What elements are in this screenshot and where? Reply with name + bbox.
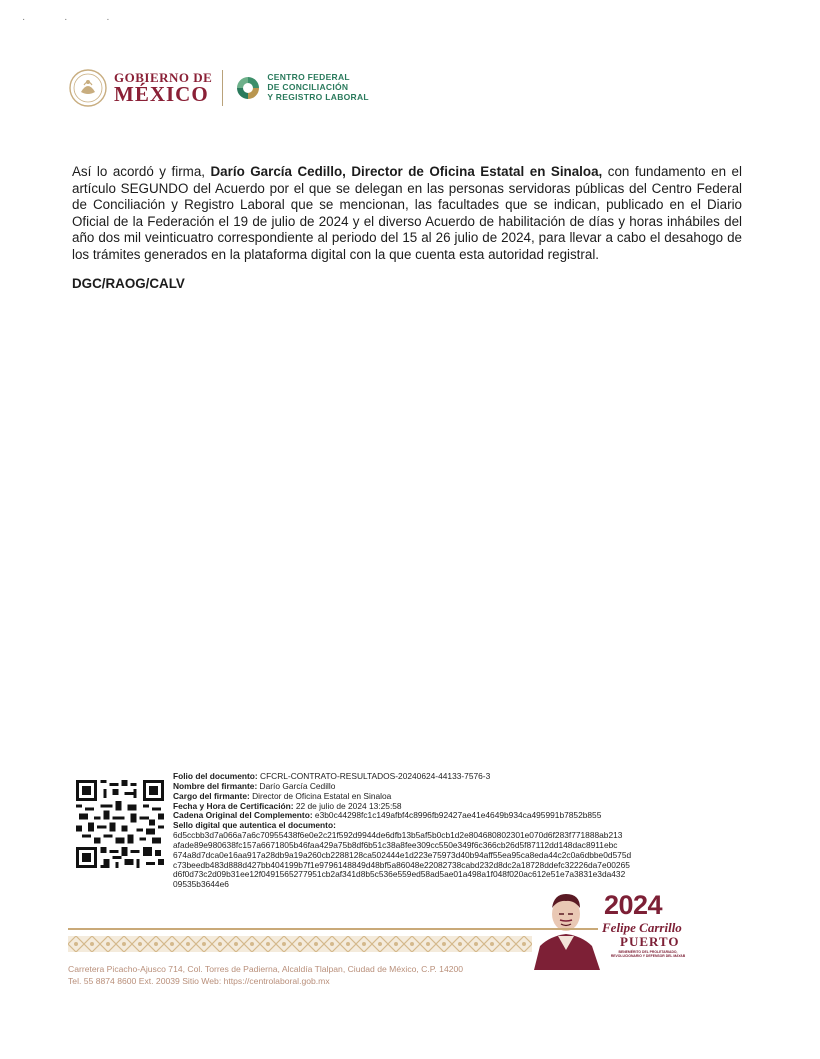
folio-value: CFCRL-CONTRATO-RESULTADOS-20240624-44133-7576-3 — [257, 771, 491, 781]
cfcrl-logo-icon — [235, 75, 261, 101]
folio-label: Folio del documento: — [173, 771, 258, 781]
electronic-signature-block — [173, 772, 663, 890]
gob-line2: MÉXICO — [114, 82, 209, 106]
signer-bold-text: Darío García Cedillo, Director de Oficina Estatal en Sinaloa, — [210, 164, 603, 179]
cfcrl-line1: CENTRO FEDERAL — [267, 72, 350, 83]
felipe-carrillo-puerto-portrait-icon — [530, 884, 602, 970]
certification-date-value: 22 de julio de 2024 13:25:58 — [293, 800, 402, 811]
digital-seal-line: afade89e980638fc157a6671805b46faa429a75b8df6b51c38a8fee309cc550e349f6c366cb26d5f87112dd148dac8911ebc — [173, 839, 618, 850]
signer-role-label: Cargo del firmante: — [173, 790, 250, 801]
digital-seal-line: 09535b3644e6 — [173, 879, 229, 890]
address-line: Carretera Picacho-Ajusco 714, Col. Torres de Padierna, Alcaldía Tlalpan, Ciudad de México, C.P. 14200 — [68, 964, 464, 974]
qr-code-icon — [76, 780, 164, 868]
digital-seal-line: d6f0d73c2d09b31ee12f0491565277951cb2af341d8b5c536e559ed58ad5ae01a498a1f048f020ac612e51e7a3831e3da432 — [173, 869, 626, 880]
scan-specks: · · · — [22, 14, 128, 25]
document-initials: DGC/RAOG/CALV — [72, 276, 185, 291]
certification-date-label: Fecha y Hora de Certificación: — [173, 800, 294, 811]
gob-line1: GOBIERNO DE — [114, 70, 213, 85]
gobierno-de-mexico-logo — [114, 71, 212, 105]
signer-name-label: Nombre del firmante: — [173, 780, 258, 791]
year-text: 2024 — [604, 890, 663, 920]
signer-name-value: Darío García Cedillo — [257, 780, 336, 791]
signer-role-value: Director de Oficina Estatal en Sinaloa — [249, 790, 392, 801]
cfcrl-line3: Y REGISTRO LABORAL — [267, 91, 369, 102]
paragraph-start: Así lo acordó y firma, — [72, 164, 211, 179]
footer-divider — [68, 928, 598, 930]
cfcrl-logo-text — [267, 73, 369, 102]
original-chain-label: Cadena Original del Complemento: — [173, 810, 313, 821]
digital-seal-line: c73beedb483d888d427bb404199b7f1e9796148849d48bf5a86048e22082738cabd232d8dc2a18728ddefc32226da7e00265 — [173, 859, 630, 870]
header-divider — [222, 70, 223, 106]
paragraph-rest: con fundamento en el artículo SEGUNDO del Acuerdo por el que se delegan en las personas servidoras públicas del Centro Federal de Conciliación y Registro Laboral que se mencionan, las facultades que se indican, publicado en el Diario Oficial de la Federación el 19 de julio de 2024 y el diverso Acuerdo de habilitación de días y horas inhábiles del año dos mil veinticuatro correspondiente al periodo del 15 al 26 julio de 2024, para llevar a cabo el desahogo de los trámites generados en la plataforma digital con la que cuenta esta autoridad registral. — [72, 164, 742, 262]
digital-seal-line: 674a8d7dca0e16aa917a28db9a19a260cb2288128ca502444e1d223e75973d40b94aff55ea95ca8eda44c2c0a6dbbe0d575d — [173, 849, 632, 860]
original-chain-value: e3b0c44298fc1c149afbf4c8996fb92427ae41e4649b934ca495991b7852b855 — [312, 810, 602, 821]
digital-seal-line: 6d5ccbb3d7a066a7a6c70955438f6e0e2c21f592d9944de6dfb13b5af5b0cb1d2e804680802301e070d6f283f771888ab213 — [173, 830, 623, 841]
decorative-pattern-band — [68, 936, 532, 952]
emblem-name-line1: Felipe Carrillo — [602, 920, 682, 935]
page-header — [68, 66, 369, 110]
footer-address — [68, 963, 463, 987]
emblem-small-text: BENEMÉRITO DEL PROLETARIADO, REVOLUCIONARIO Y DEFENSOR DEL MAYAB — [610, 950, 686, 958]
cfcrl-line2: DE CONCILIACIÓN — [267, 82, 349, 93]
digital-seal-label: Sello digital que autentica el documento: — [173, 820, 336, 831]
mexico-coat-of-arms-icon — [68, 68, 108, 108]
emblem-name-line2: PUERTO — [620, 934, 680, 949]
contact-line: Tel. 55 8874 8600 Ext. 20039 Sitio Web: https://centrolaboral.gob.mx — [68, 976, 330, 986]
main-paragraph — [72, 164, 742, 264]
year-2024-emblem — [530, 884, 690, 970]
